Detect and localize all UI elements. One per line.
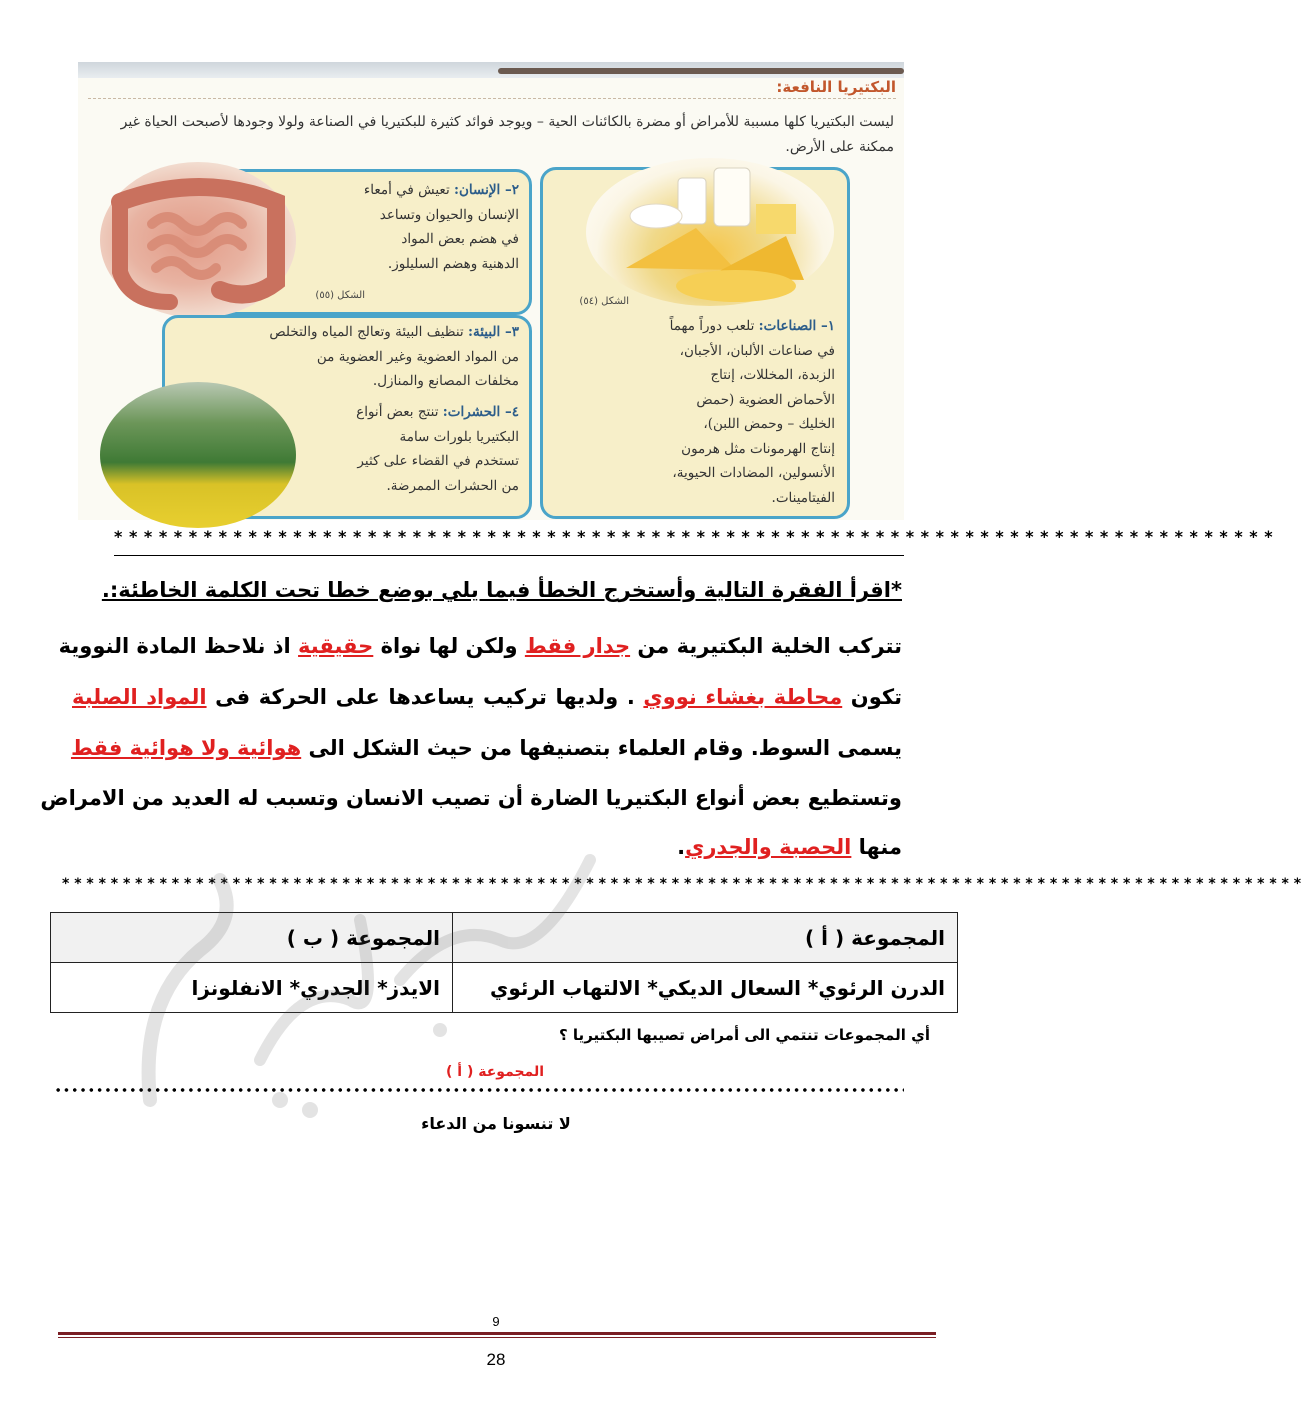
textbook-scan-image	[78, 62, 904, 520]
p1-text-c: اذ نلاحظ المادة النووية	[58, 634, 299, 658]
scan-intro: ليست البكتيريا كلها مسببة للأمراض أو مضرة بالكائنات الحية – ويوجد فوائد كثيرة للبكتيريا في الصناعة ولولا وجودها لأصبحت الحياة غير ممكنة على الأرض.	[120, 114, 894, 155]
environment-body: تنظيف البيئة وتعالج المياه والتخلص من المواد العضوية وغير العضوية من مخلفات المصانع والمنازل.	[269, 324, 519, 389]
human-title: ٢– الإنسان:	[454, 182, 519, 198]
industries-title: ١– الصناعات:	[758, 318, 835, 334]
scan-heading: البكتيريا النافعة:	[776, 78, 896, 96]
human-body: تعيش في أمعاء الإنسان والحيوان وتساعد في هضم بعض المواد الدهنية وهضم السليلوز.	[363, 182, 519, 272]
question-instruction: *اقرأ الفقرة التالية وأستخرج الخطأ فيما يلي بوضع خطا تحت الكلمة الخاطئة:.	[101, 578, 902, 602]
dotted-rule	[54, 1086, 904, 1094]
paragraph-line-4: وتستطيع بعض أنواع البكتيريا الضارة أن تصيب الانسان وتسبب له العديد من الامراض	[40, 786, 902, 810]
insects-body: تنتج بعض أنواع البكتيريا بلورات سامة تستخدم في القضاء على كثير من الحشرات الممرضة.	[356, 404, 519, 494]
intestine-illustration	[100, 162, 296, 318]
industries-body: تلعب دوراً مهماً في صناعات الألبان، الأجبان، الزبدة، المخللات، إنتاج الأحماض العضوية (حمض الخليك – وحمض اللبن)، إنتاج الهرمونات مثل هرمون الأنسولين، المضادات الحيوية، الفيتامينات.	[669, 318, 835, 506]
p1-error-1: جدار فقط	[524, 634, 631, 658]
garden-flowers-photo	[100, 382, 296, 528]
answer-2: المجموعة ( أ )	[446, 1064, 544, 1080]
footer-rule-thick	[58, 1332, 936, 1335]
closing-dua: لا تنسونا من الدعاء	[421, 1114, 571, 1133]
p1-text-b: ولكن لها نواة	[373, 634, 525, 658]
header-group-a: المجموعة ( أ )	[453, 913, 958, 963]
paragraph-line-3	[72, 733, 902, 763]
question-2: أي المجموعات تنتمي الى أمراض تصيبها البكتيريا ؟	[559, 1026, 930, 1044]
star-separator-2: * * * * * * * * * * * * * * * * * * * * * * * * * * * * * * * * * * * * * * * * * * * * * * * * * * * * * * * * * * * * * * * * * * * * * * * * * * * * * * * * * * * * * * * * * * * * * * * * * * * * * *	[62, 876, 1301, 892]
p2-error-1: محاطة بغشاء نووي	[643, 685, 843, 709]
inner-page-number: 9	[492, 1314, 500, 1329]
environment-title: ٣– البيئة:	[467, 324, 519, 340]
p1-text-a: تتركب الخلية البكتيرية من	[630, 634, 902, 658]
footer-rule-thin	[58, 1337, 936, 1338]
scan-heading-rule	[88, 98, 896, 99]
industries-text	[555, 314, 835, 510]
figure-55-label: الشكل (٥٥)	[315, 290, 365, 301]
scan-top-line	[498, 68, 904, 74]
page-number: 28	[486, 1350, 506, 1369]
insects-text	[299, 400, 519, 498]
human-text	[289, 178, 519, 276]
p2-error-2: المواد الصلبة	[72, 685, 207, 709]
insects-title: ٤– الحشرات:	[442, 404, 519, 420]
table-header-row	[51, 913, 958, 963]
cell-group-a: الدرن الرئوي* السعال الديكي* الالتهاب الرئوي	[453, 963, 958, 1013]
p3-error-1: هوائية ولا هوائية فقط	[70, 736, 302, 760]
p5-error-1: الحصبة والجدري	[685, 835, 852, 859]
paragraph-line-1	[58, 631, 902, 661]
groups-table	[50, 912, 958, 1013]
environment-text	[173, 320, 519, 394]
p5-text-a: منها	[851, 835, 902, 859]
p5-text-b: .	[677, 835, 686, 859]
p2-text-a: تكون	[842, 685, 902, 709]
dairy-illustration	[586, 158, 834, 306]
cell-group-b: الايدز* الجدري* الانفلونزا	[51, 963, 453, 1013]
header-group-b: المجموعة ( ب )	[51, 913, 453, 963]
p2-text-b: . ولديها تركيب يساعدها على الحركة فى	[206, 685, 644, 709]
separator-rule	[114, 555, 904, 556]
p1-error-2: حقيقية	[298, 634, 374, 658]
paragraph-line-5	[72, 832, 902, 862]
dairy-products-photo	[586, 158, 834, 306]
paragraph-line-2	[72, 682, 902, 712]
p3-text-a: يسمى السوط. وقام العلماء بتصنيفها من حيث الشكل الى	[301, 736, 902, 760]
table-row	[51, 963, 958, 1013]
intestine-photo	[100, 162, 296, 318]
star-separator: * * * * * * * * * * * * * * * * * * * * * * * * * * * * * * * * * * * * * * * * * * * * * * * * * * * * * * * * * * * * * * * * * * * * * * * * * * * * * *	[114, 527, 1274, 546]
figure-54-label: الشكل (٥٤)	[579, 296, 629, 307]
